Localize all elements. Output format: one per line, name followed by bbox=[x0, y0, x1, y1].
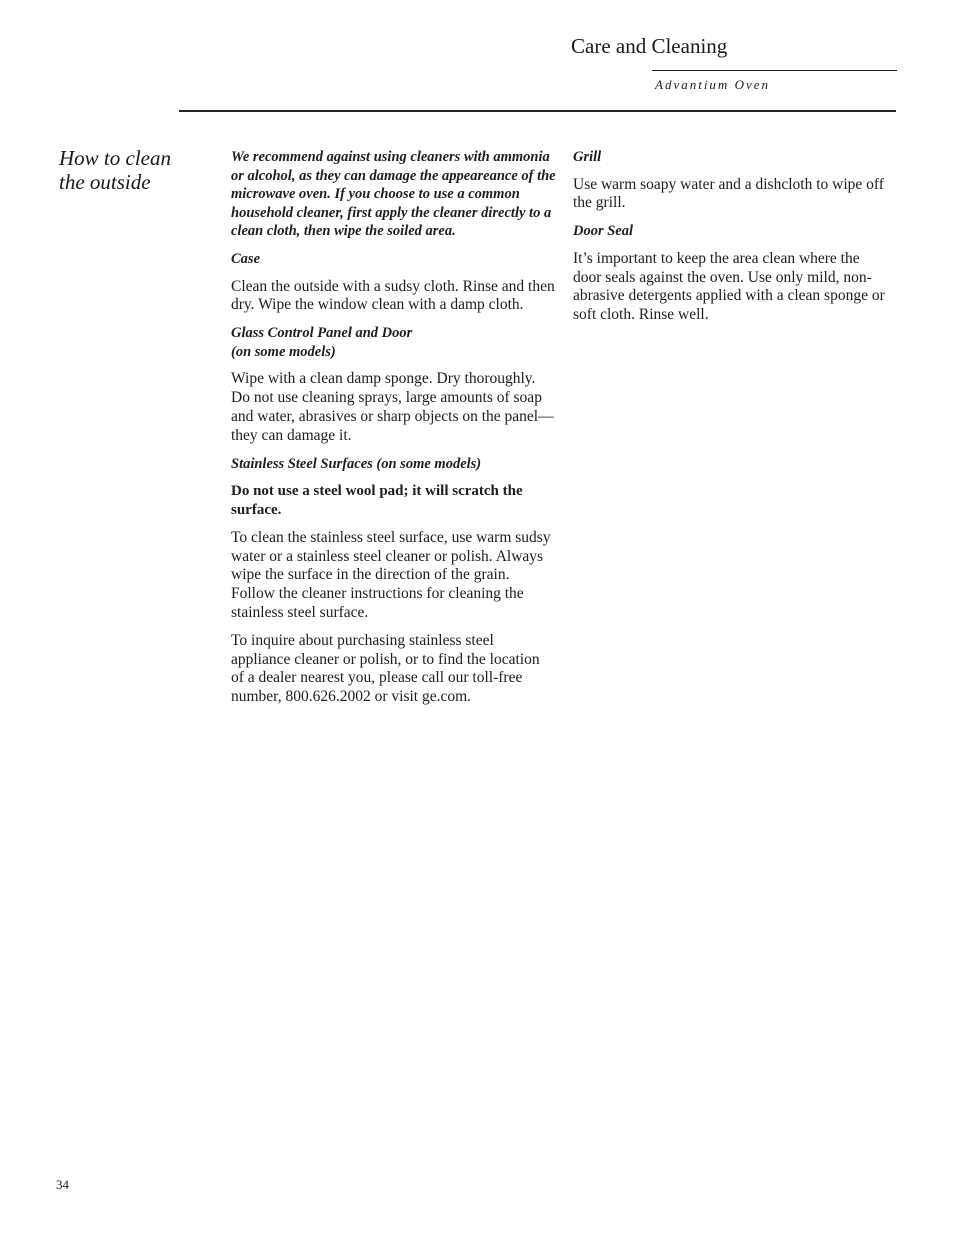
glass-panel-heading-line-2: (on some models) bbox=[231, 343, 336, 360]
intro-warning-paragraph: We recommend against using cleaners with ammonia or alcohol, as they can damage the appeareance of the microwave oven. If you choose to use a common household cleaner, first apply the cleaner directly to a clean cloth, then wipe the soiled area. bbox=[231, 149, 556, 240]
section-title bbox=[59, 146, 219, 194]
page-header-subtitle: Advantium Oven bbox=[655, 77, 771, 92]
inquire-paragraph: To inquire about purchasing stainless steel appliance cleaner or polish, or to find the location of a dealer nearest you, please call our toll-free number, 800.626.2002 or visit ge.com. bbox=[231, 631, 540, 706]
header-divider-long bbox=[179, 110, 896, 112]
section-title-line-2: the outside bbox=[59, 170, 151, 194]
header-divider-short bbox=[652, 70, 897, 71]
section-title-line-1: How to clean bbox=[59, 146, 171, 170]
door-seal-heading: Door Seal bbox=[573, 223, 634, 240]
door-seal-paragraph: It’s important to keep the area clean where the door seals against the oven. Use only mild, non-abrasive detergents applied with a clean sponge or soft cloth. Rinse well. bbox=[573, 249, 885, 324]
stainless-steel-warning: Do not use a steel wool pad; it will scratch the surface. bbox=[231, 483, 523, 518]
right-content-column bbox=[573, 148, 891, 334]
case-heading: Case bbox=[231, 250, 260, 267]
page-number: 34 bbox=[56, 1177, 69, 1192]
stainless-steel-heading: Stainless Steel Surfaces (on some models) bbox=[231, 455, 482, 472]
glass-panel-paragraph: Wipe with a clean damp sponge. Dry thoroughly. Do not use cleaning sprays, large amounts of soap and water, abrasives or sharp objects on the panel—they can damage it. bbox=[231, 370, 554, 444]
glass-panel-heading-line-1: Glass Control Panel and Door bbox=[231, 325, 413, 342]
case-paragraph: Clean the outside with a sudsy cloth. Rinse and then dry. Wipe the window clean with a damp cloth. bbox=[231, 277, 555, 314]
page-header-title: Care and Cleaning bbox=[571, 34, 728, 58]
stainless-steel-paragraph: To clean the stainless steel surface, use warm sudsy water or a stainless steel cleaner or polish. Always wipe the surface in the direction of the grain. Follow the cleaner instructions for cleaning the stainless steel surface. bbox=[231, 528, 551, 621]
glass-panel-heading bbox=[231, 324, 556, 361]
left-content-column bbox=[231, 148, 556, 716]
grill-heading: Grill bbox=[573, 149, 602, 165]
grill-paragraph: Use warm soapy water and a dishcloth to wipe off the grill. bbox=[573, 175, 884, 212]
